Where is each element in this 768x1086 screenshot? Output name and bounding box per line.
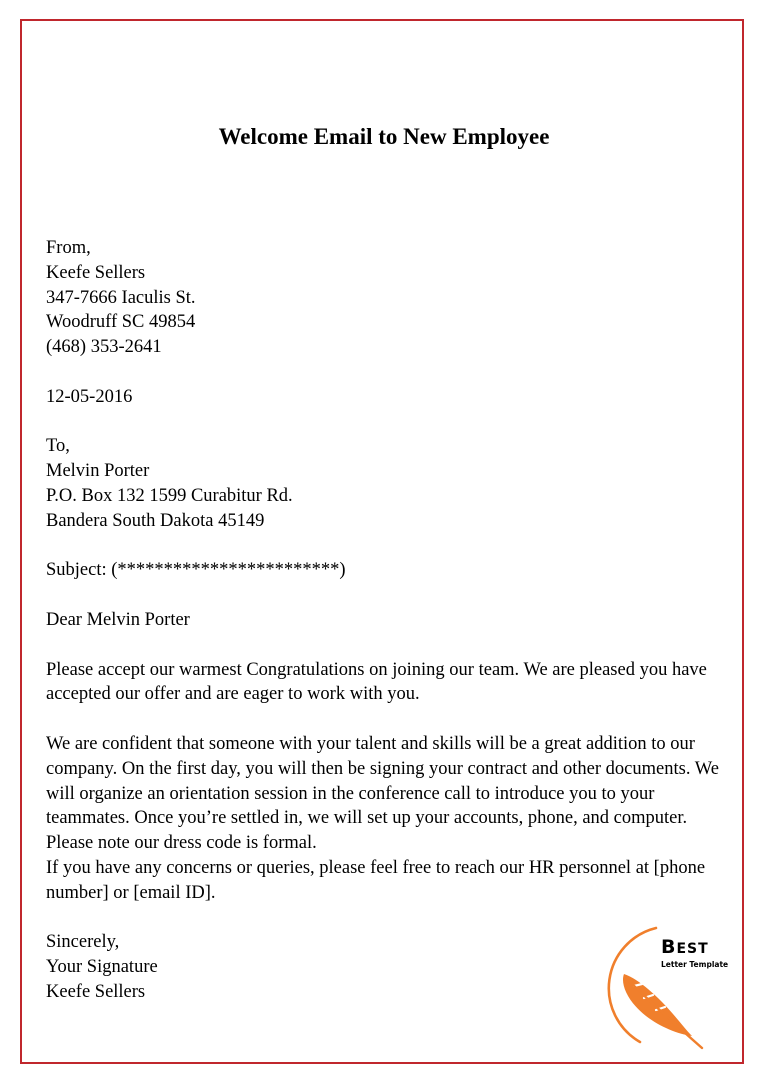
logo-brand-big-rest: EST	[676, 941, 709, 957]
body-paragraph-1: Please accept our warmest Congratulations on joining our team. We are pleased you have accepted our offer and are eager to work with you.	[46, 659, 707, 705]
spacer	[46, 707, 736, 732]
logo-brand-small: Letter Template	[661, 960, 729, 969]
sender-address-line2: Woodruff SC 49854	[46, 312, 196, 333]
best-letter-template-logo	[598, 924, 738, 1054]
sender-address-line1: 347-7666 Iaculis St.	[46, 287, 196, 308]
spacer	[46, 360, 736, 385]
sender-heading: From,	[46, 238, 91, 258]
closing-signature: Your Signature	[46, 957, 158, 978]
recipient-name: Melvin Porter	[46, 461, 150, 482]
letter-body	[46, 236, 736, 1005]
spacer	[46, 534, 736, 559]
subject-line: Subject: (************************)	[46, 560, 346, 581]
spacer	[46, 633, 736, 658]
salutation: Dear Melvin Porter	[46, 609, 190, 630]
spacer	[46, 410, 736, 435]
recipient-address-line2: Bandera South Dakota 45149	[46, 510, 265, 531]
body-paragraph-3: If you have any concerns or queries, please feel free to reach our HR personnel at [phone number] or [email ID].	[46, 857, 706, 903]
recipient-heading: To,	[46, 436, 70, 457]
body-paragraph-2: We are confident that someone with your talent and skills will be a great addition to our company. On the first day, you will then be signing your contract and other documents. We will organize an orientation session in the conference call to introduce you to your teammates. Once you’re settled in, we will set up your accounts, phone, and computer. Please note our dress code is formal.	[46, 733, 719, 854]
logo-brand-big: BEST	[661, 936, 709, 958]
sender-name: Keefe Sellers	[46, 262, 146, 283]
closing-line1: Sincerely,	[46, 932, 120, 953]
sender-phone: (468) 353-2641	[46, 337, 162, 358]
spacer	[46, 583, 736, 608]
closing-name: Keefe Sellers	[46, 981, 146, 1002]
letter-date: 12-05-2016	[46, 386, 133, 407]
recipient-address-line1: P.O. Box 132 1599 Curabitur Rd.	[46, 485, 293, 506]
letter-title: Welcome Email to New Employee	[218, 124, 550, 149]
